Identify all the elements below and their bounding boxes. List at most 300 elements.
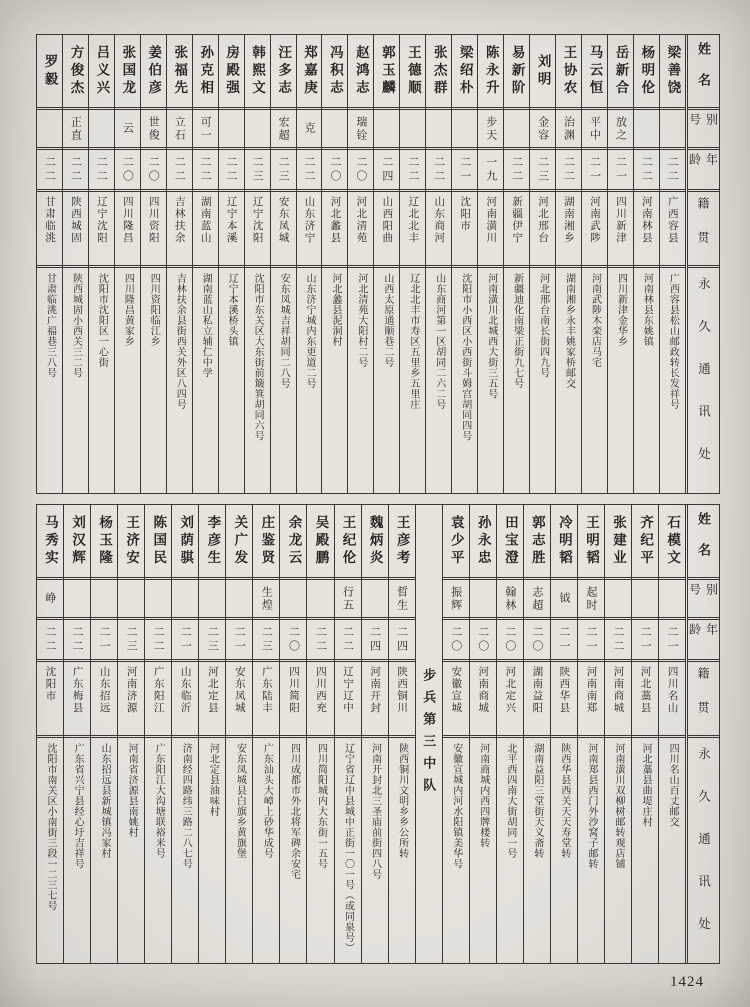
- person-address: 河南省济源县南姚村: [118, 735, 144, 963]
- person-age: 一九: [478, 147, 503, 189]
- person-address: 湖南益阳三堂街天义斋转: [524, 735, 550, 963]
- person-name: 张国龙: [120, 44, 136, 98]
- person-column: [218, 35, 244, 493]
- person-name: 郑嘉庚: [302, 44, 318, 98]
- person-native-place: 山东济宁: [297, 189, 322, 265]
- person-name: 石模文: [665, 514, 681, 568]
- person-native-place: 河南南郑: [578, 659, 604, 735]
- person-alias: 行五: [335, 577, 361, 617]
- person-native-place: 山东商河: [426, 189, 451, 265]
- person-column: [347, 35, 373, 493]
- person-alias: 立石: [167, 107, 192, 147]
- person-alias: 晢生: [389, 577, 415, 617]
- person-columns-top: [37, 35, 685, 493]
- page-number: 1424: [670, 974, 704, 990]
- person-column: [555, 35, 581, 493]
- person-address: 吉林扶余县街西关外区八四号: [167, 265, 192, 493]
- person-age: 二〇: [322, 147, 347, 189]
- person-column: [334, 505, 361, 963]
- person-age: 二二: [504, 147, 529, 189]
- person-name: 冯积志: [327, 44, 343, 98]
- person-address: 山东济宁城内东更道二号: [297, 265, 322, 493]
- person-column: [296, 35, 322, 493]
- unit-divider-column: 步兵第三中队: [415, 505, 442, 963]
- person-name: 吕义兴: [94, 44, 110, 98]
- person-column: [63, 505, 90, 963]
- header-alias-label: 别号: [688, 107, 719, 147]
- person-address: 辽宁省辽中县城中正街一〇一号（或同泉号）: [335, 735, 361, 963]
- person-native-place: 甘肃临洮: [37, 189, 62, 265]
- person-age: 二三: [118, 617, 144, 659]
- person-alias: [426, 107, 451, 147]
- person-alias: 金容: [530, 107, 555, 147]
- person-column: [361, 505, 388, 963]
- person-age: 二二: [660, 147, 685, 189]
- person-column: [503, 35, 529, 493]
- person-address: 广东阳江大沟塘联裕米号: [145, 735, 171, 963]
- person-alias: 放之: [608, 107, 633, 147]
- person-age: 二四: [362, 617, 388, 659]
- person-age: 二二: [307, 617, 333, 659]
- person-address: 辽北北丰市寿区五里乡五里庄: [400, 265, 425, 493]
- person-age: 二二: [400, 147, 425, 189]
- person-name: 李彦生: [205, 514, 221, 568]
- header-address-label: 永久通讯处: [688, 265, 719, 493]
- person-native-place: 河南济源: [118, 659, 144, 735]
- person-name: 张建业: [611, 514, 627, 568]
- person-alias: 志超: [524, 577, 550, 617]
- person-native-place: 河北清苑: [348, 189, 373, 265]
- person-alias: [172, 577, 198, 617]
- person-native-place: 辽宁本溪: [219, 189, 244, 265]
- person-age: 二〇: [443, 617, 469, 659]
- person-column: [140, 35, 166, 493]
- person-native-place: 四川新津: [608, 189, 633, 265]
- person-name: 张福先: [172, 44, 188, 98]
- person-native-place: 四川西充: [307, 659, 333, 735]
- person-column: [469, 505, 496, 963]
- person-alias: [226, 577, 252, 617]
- person-age: 二二: [634, 147, 659, 189]
- person-column: [225, 505, 252, 963]
- person-age: 二二: [145, 617, 171, 659]
- person-age: 二三: [245, 147, 270, 189]
- person-alias: [245, 107, 270, 147]
- person-alias: [199, 577, 225, 617]
- person-native-place: 安东凤城: [226, 659, 252, 735]
- person-alias: [362, 577, 388, 617]
- person-column: [529, 35, 555, 493]
- person-column: [37, 35, 62, 493]
- person-name: 刘荫骐: [178, 514, 194, 568]
- person-column: [659, 35, 685, 493]
- person-column: [62, 35, 88, 493]
- person-address: 河北清苑大阳村二号: [348, 265, 373, 493]
- person-alias: [605, 577, 631, 617]
- person-name: 赵鸿志: [353, 44, 369, 98]
- person-age: 二〇: [348, 147, 373, 189]
- person-alias: 可一: [193, 107, 218, 147]
- person-address: 四川新津金华乡: [608, 265, 633, 493]
- person-age: 二三: [530, 147, 555, 189]
- person-alias: [37, 107, 62, 147]
- person-name: 王纪伦: [340, 514, 356, 568]
- person-name: 张杰群: [431, 44, 447, 98]
- person-native-place: 陕西华县: [551, 659, 577, 735]
- person-column: [604, 505, 631, 963]
- person-age: 二〇: [497, 617, 523, 659]
- person-age: 二一: [452, 147, 477, 189]
- person-alias: [219, 107, 244, 147]
- person-column: [198, 505, 225, 963]
- person-name: 汪多志: [276, 44, 292, 98]
- person-age: 二二: [605, 617, 631, 659]
- person-native-place: 河南商城: [470, 659, 496, 735]
- person-native-place: 新疆伊宁: [504, 189, 529, 265]
- person-name: 陈国民: [151, 514, 167, 568]
- roster-section-top: [36, 34, 720, 494]
- person-address: 四川名山百丈邮交: [659, 735, 685, 963]
- person-name: 郭志胜: [529, 514, 545, 568]
- person-native-place: 河南潢川: [478, 189, 503, 265]
- person-age: 二三: [199, 617, 225, 659]
- person-age: 二四: [389, 617, 415, 659]
- person-alias: [634, 107, 659, 147]
- person-name: 岳新合: [613, 44, 629, 98]
- person-address: 河北邢台南长街四九号: [530, 265, 555, 493]
- person-column: [279, 505, 306, 963]
- person-address: 河南郑县西门外沙窝子邮转: [578, 735, 604, 963]
- person-address: 北平西四南大街胡同一号: [497, 735, 523, 963]
- person-name: 庄鉴贤: [259, 514, 275, 568]
- person-address: 沈阳市小西区小西街斗姆宫胡同四号: [452, 265, 477, 493]
- person-column: [658, 505, 685, 963]
- person-column: [373, 35, 399, 493]
- person-age: 二二: [37, 147, 62, 189]
- person-columns-bottom: [37, 505, 685, 963]
- person-alias: [374, 107, 399, 147]
- person-address: 陕西华县西关天天寿堂转: [551, 735, 577, 963]
- person-address: 广西容县松山邮政转长发祥号: [660, 265, 685, 493]
- person-alias: 步天: [478, 107, 503, 147]
- person-name: 王德顺: [405, 44, 421, 98]
- person-alias: 峥: [37, 577, 63, 617]
- person-age: 二〇: [115, 147, 140, 189]
- person-native-place: 辽宁辽中: [335, 659, 361, 735]
- person-column: [306, 505, 333, 963]
- person-native-place: 广东梅县: [64, 659, 90, 735]
- person-column: [442, 505, 469, 963]
- header-name-label: 姓名: [696, 42, 711, 104]
- person-column: [451, 35, 477, 493]
- person-address: 沈阳市东关区大东街前簸箕胡同六号: [245, 265, 270, 493]
- person-native-place: 广西容县: [660, 189, 685, 265]
- person-column: [37, 505, 63, 963]
- person-address: 山西太原通顺巷二号: [374, 265, 399, 493]
- person-native-place: 河北邢台: [530, 189, 555, 265]
- person-alias: 世俊: [141, 107, 166, 147]
- person-address: 河北蠡县泥洞村: [322, 265, 347, 493]
- person-name: 陈永升: [483, 44, 499, 98]
- person-address: 山东招远县新城镇冯家村: [91, 735, 117, 963]
- person-alias: 起时: [578, 577, 604, 617]
- person-native-place: 吉林扶余: [167, 189, 192, 265]
- person-native-place: 辽宁沈阳: [89, 189, 114, 265]
- person-age: 二一: [608, 147, 633, 189]
- roster-section-bottom: [36, 504, 720, 964]
- person-age: 二二: [167, 147, 192, 189]
- person-alias: [322, 107, 347, 147]
- person-native-place: 山东临沂: [172, 659, 198, 735]
- person-alias: [400, 107, 425, 147]
- person-age: 二二: [556, 147, 581, 189]
- person-address: 济南经四路纬三路二八七号: [172, 735, 198, 963]
- person-age: 二〇: [470, 617, 496, 659]
- person-alias: [660, 107, 685, 147]
- person-age: 二〇: [280, 617, 306, 659]
- person-column: [144, 505, 171, 963]
- person-native-place: 安东凤城: [271, 189, 296, 265]
- person-alias: 治渊: [556, 107, 581, 147]
- person-column: [252, 505, 279, 963]
- person-column: [523, 505, 550, 963]
- person-alias: 翰林: [497, 577, 523, 617]
- person-native-place: 陕西铜川: [389, 659, 415, 735]
- person-column: [633, 35, 659, 493]
- person-name: 房殿强: [224, 44, 240, 98]
- person-alias: 正直: [63, 107, 88, 147]
- person-native-place: 广东阳江: [145, 659, 171, 735]
- person-column: [171, 505, 198, 963]
- row-header-column-bottom: [685, 505, 719, 963]
- row-header-column-top: [685, 35, 719, 493]
- person-age: 二一: [226, 617, 252, 659]
- person-name: 孙克相: [198, 44, 214, 98]
- person-column: [192, 35, 218, 493]
- person-address: 湖南蓝山私立辅仁中学: [193, 265, 218, 493]
- person-age: 二二: [63, 147, 88, 189]
- person-age: 二一: [659, 617, 685, 659]
- person-native-place: 湖南湘乡: [556, 189, 581, 265]
- person-alias: 克: [297, 107, 322, 147]
- person-name: 孙永忠: [475, 514, 491, 568]
- person-age: 二二: [193, 147, 218, 189]
- person-age: 二一: [551, 617, 577, 659]
- person-name: 易新阶: [509, 44, 525, 98]
- person-address: 四川隆昌黄家乡: [115, 265, 140, 493]
- person-address: 陕西城固小西关三二号: [63, 265, 88, 493]
- person-alias: [470, 577, 496, 617]
- person-name: 刘明: [535, 53, 551, 89]
- person-address: 安东凤城吉祥胡同二八号: [271, 265, 296, 493]
- person-column: [321, 35, 347, 493]
- person-address: 河南武陟木栾店马宅: [582, 265, 607, 493]
- person-address: 河南商城内西四牌楼转: [470, 735, 496, 963]
- person-address: 四川资阳临江乡: [141, 265, 166, 493]
- person-name: 罗毅: [42, 53, 58, 89]
- person-alias: [64, 577, 90, 617]
- person-column: [607, 35, 633, 493]
- person-alias: 振辉: [443, 577, 469, 617]
- person-alias: [145, 577, 171, 617]
- person-alias: [307, 577, 333, 617]
- person-native-place: 沈阳市: [452, 189, 477, 265]
- person-age: 二二: [297, 147, 322, 189]
- person-alias: 生煌: [253, 577, 279, 617]
- header-address-label: 永久通讯处: [688, 735, 719, 963]
- person-age: 二二: [37, 617, 63, 659]
- person-name: 方俊杰: [68, 44, 84, 98]
- person-name: 关广发: [232, 514, 248, 568]
- person-column: [90, 505, 117, 963]
- person-column: [244, 35, 270, 493]
- person-alias: 瑞铨: [348, 107, 373, 147]
- person-column: [270, 35, 296, 493]
- person-age: 二三: [271, 147, 296, 189]
- person-native-place: 山东招远: [91, 659, 117, 735]
- person-address: 广东省兴宁县经心圩吉祥号: [64, 735, 90, 963]
- person-native-place: 河北定兴: [497, 659, 523, 735]
- person-native-place: 湖南蓝山: [193, 189, 218, 265]
- person-name: 马秀实: [43, 514, 59, 568]
- person-address: 广东汕头大嶂上砂华成号: [253, 735, 279, 963]
- person-name: 吴殿鹏: [313, 514, 329, 568]
- person-age: 二三: [253, 617, 279, 659]
- person-name: 王协农: [561, 44, 577, 98]
- person-native-place: 安徽宣城: [443, 659, 469, 735]
- person-name: 王明韬: [583, 514, 599, 568]
- person-column: [425, 35, 451, 493]
- person-age: 二一: [632, 617, 658, 659]
- person-age: 二〇: [141, 147, 166, 189]
- person-column: [581, 35, 607, 493]
- person-age: 二一: [582, 147, 607, 189]
- person-native-place: 四川名山: [659, 659, 685, 735]
- person-native-place: 四川资阳: [141, 189, 166, 265]
- person-alias: [659, 577, 685, 617]
- person-address: 河南潢川双柳树邮转观店铺: [605, 735, 631, 963]
- person-alias: [118, 577, 144, 617]
- person-name: 冷明韬: [556, 514, 572, 568]
- person-name: 姜伯彦: [146, 44, 162, 98]
- person-native-place: 四川隆昌: [115, 189, 140, 265]
- person-age: 二二: [219, 147, 244, 189]
- person-native-place: 河北藁县: [632, 659, 658, 735]
- person-alias: 宏超: [271, 107, 296, 147]
- person-name: 魏炳炎: [367, 514, 383, 568]
- person-address: 四川成都市外北将军碑余安宅: [280, 735, 306, 963]
- person-native-place: 河北定县: [199, 659, 225, 735]
- person-column: [114, 35, 140, 493]
- person-name: 余龙云: [286, 514, 302, 568]
- person-native-place: 四川简阳: [280, 659, 306, 735]
- header-native-label: 籍贯: [688, 189, 719, 265]
- person-age: 二二: [89, 147, 114, 189]
- person-age: 二一: [91, 617, 117, 659]
- person-address: 河南林县东姚镇: [634, 265, 659, 493]
- person-age: 二一: [578, 617, 604, 659]
- person-address: 安徽宣城内河水阳镇美华号: [443, 735, 469, 963]
- person-age: 二四: [374, 147, 399, 189]
- person-column: [496, 505, 523, 963]
- person-name: 王济安: [124, 514, 140, 568]
- person-alias: [452, 107, 477, 147]
- person-native-place: 陕西城固: [63, 189, 88, 265]
- person-column: [117, 505, 144, 963]
- person-native-place: 河北蠡县: [322, 189, 347, 265]
- person-column: [88, 35, 114, 493]
- person-address: 河北定县油味村: [199, 735, 225, 963]
- person-native-place: 河南武陟: [582, 189, 607, 265]
- header-alias-label: 别号: [688, 577, 719, 617]
- person-alias: 云: [115, 107, 140, 147]
- person-age: 二二: [335, 617, 361, 659]
- person-age: 二一: [172, 617, 198, 659]
- person-alias: 平中: [582, 107, 607, 147]
- person-native-place: 沈阳市: [37, 659, 63, 735]
- person-name: 郭玉麟: [379, 44, 395, 98]
- person-alias: [91, 577, 117, 617]
- person-address: 河北藁县曲堤庄村: [632, 735, 658, 963]
- person-column: [166, 35, 192, 493]
- person-alias: [632, 577, 658, 617]
- person-column: [550, 505, 577, 963]
- header-native-label: 籍贯: [688, 659, 719, 735]
- person-address: 辽宁本溪桥头镇: [219, 265, 244, 493]
- person-address: 甘肃临洮广福巷三八号: [37, 265, 62, 493]
- header-name-label: 姓名: [696, 512, 711, 574]
- person-name: 齐纪平: [638, 514, 654, 568]
- person-alias: 钺: [551, 577, 577, 617]
- person-name: 马云恒: [587, 44, 603, 98]
- person-column: [399, 35, 425, 493]
- person-native-place: 辽北北丰: [400, 189, 425, 265]
- person-address: 陕西铜川文明乡乡公所转: [389, 735, 415, 963]
- person-native-place: 河南商城: [605, 659, 631, 735]
- header-age-label: 年龄: [688, 617, 719, 659]
- person-address: 湖南湘乡永丰姚家桥邮交: [556, 265, 581, 493]
- person-native-place: 湖南益阳: [524, 659, 550, 735]
- person-age: 二二: [426, 147, 451, 189]
- person-address: 沈阳市沈阳区一心街: [89, 265, 114, 493]
- person-name: 杨玉隆: [97, 514, 113, 568]
- person-name: 杨明伦: [639, 44, 655, 98]
- person-address: 四川简阳城内大东街一五号: [307, 735, 333, 963]
- person-native-place: 河南林县: [634, 189, 659, 265]
- person-column: [477, 35, 503, 493]
- person-name: 梁绍朴: [457, 44, 473, 98]
- person-address: 沈阳市南关区小南街三段一二三七号: [37, 735, 63, 963]
- person-column: [577, 505, 604, 963]
- person-name: 梁善饶: [665, 44, 681, 98]
- person-name: 田宝澄: [502, 514, 518, 568]
- person-age: 二二: [64, 617, 90, 659]
- person-native-place: 河南开封: [362, 659, 388, 735]
- person-native-place: 广东陆丰: [253, 659, 279, 735]
- person-address: 安东凤城县白旗乡黄旗堡: [226, 735, 252, 963]
- person-address: 新疆迪化南梁正街九七号: [504, 265, 529, 493]
- person-alias: [89, 107, 114, 147]
- person-address: 河南潢川北城西大街三五号: [478, 265, 503, 493]
- header-age-label: 年龄: [688, 147, 719, 189]
- person-age: 二〇: [524, 617, 550, 659]
- person-name: 王彦考: [394, 514, 410, 568]
- person-name: 袁少平: [448, 514, 464, 568]
- person-native-place: 山西阳曲: [374, 189, 399, 265]
- roster-tables: [36, 34, 720, 964]
- person-alias: [280, 577, 306, 617]
- person-address: 山东商河第一区胡同二六二号: [426, 265, 451, 493]
